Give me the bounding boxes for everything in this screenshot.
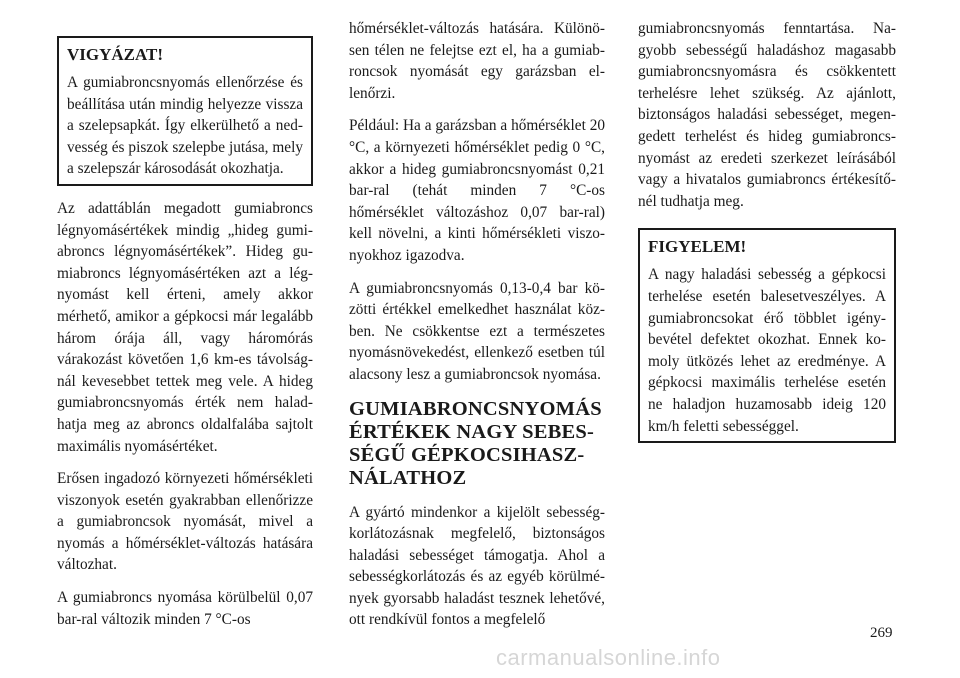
warning-text: A gumiabroncsnyomás ellenőrzése és beállítása után mindig helyezze vissza a szelepsapkát. Így elkerülhető a nedvesség és piszok szelepbe jutása, mely a szelepszár károsodását okozhatja. [67, 74, 303, 178]
caution-box [638, 228, 896, 443]
paragraph-pressure-change: A gumiabroncs nyomása körülbelül 0,07 bar-ral változik minden 7 °C-os [57, 589, 313, 628]
paragraph-cold-pressure: Az adattáblán megadott gumiabroncs légnyomásértékek mindig „hideg gumiabroncs légnyomásértékek”. Hideg gumiabroncs légnyomásértéken azt a légnyomást kell érteni, amely akkor mérhető, amikor a gépkocsi már legalább három órája áll, vagy háromórás várakozást követően 1,6 km-es távolságnál kevesebbet tettek meg vele. A hideg gumiabroncsnyomás érték nem haladhatja meg az abroncs oldalfalába sajtolt maximális nyomásértéket. [57, 199, 313, 455]
paragraph-maintain-pressure: gumiabroncsnyomás fenntartása. Nagyobb sebességű haladáshoz magasabb gumiabroncsnyomásra és csökkentett terhelésre lehet szükség. Az ajánlott, biztonságos haladási sebességet, megengedett terhelést és hideg gumiabroncsnyomást az eredeti szerkezet leírásából vagy a hivatalos gumiabroncs értékesítőnél tudhatja meg. [638, 20, 896, 210]
paragraph-example: Például: Ha a garázsban a hőmérséklet 20 °C, a környezeti hőmérséklet pedig 0 °C, akkor a hideg gumiabroncsnyomást 0,21 bar-ral (tehát minden 7 °C-os hőmérséklet változáshoz 0,07 bar-ral) kell növelni, a kinti hőmérsékleti viszonyokhoz igazodva. [349, 117, 605, 264]
warning-box [57, 36, 313, 186]
warning-title: VIGYÁZAT! [67, 45, 164, 64]
column-1 [57, 36, 313, 630]
paragraph-winter-note: hőmérséklet-változás hatására. Különösen télen ne felejtse ezt el, ha a gumiabroncsok nyomását egy garázsban ellenőrzi. [349, 20, 605, 102]
caution-title: FIGYELEM! [648, 237, 747, 257]
column-3 [638, 18, 896, 455]
paragraph-temperature-check: Erősen ingadozó környezeti hőmérsékleti viszonyok esetén gyakrabban ellenőrizze a gumiabroncsok nyomását, mivel a nyomás a hőmérséklet-változás hatására változhat. [57, 470, 313, 574]
watermark: carmanualsonline.info [496, 645, 721, 670]
paragraph-high-speed: A gyártó mindenkor a kijelölt sebességkorlátozásnak megfelelő, biztonságos haladási sebességet támogatja. Ahol a sebességkorlátozás és az egyéb körülmények gyorsabb haladást tesznek lehetővé, ott rendkívül fontos a megfelelő [349, 503, 605, 629]
caution-text: A nagy haladási sebesség a gépkocsi terhelése esetén balesetveszélyes. A gumiabroncsokat érő többlet igénybevétel defektet okozhat. Ennek komoly ütközés lehet az eredménye. A gépkocsi maximális terhelése esetén ne haladjon huzamosabb ideig 120 km/h feletti sebességgel. [648, 266, 886, 435]
page-number: 269 [870, 625, 893, 641]
section-heading: GUMIABRONCSNYOMÁS ÉRTÉKEK NAGY SEBESSÉGŰ GÉPKOCSIHASZNÁLATHOZ [349, 397, 602, 489]
paragraph-pressure-rise: A gumiabroncsnyomás 0,13-0,4 bar közötti értékkel emelkedhet használat közben. Ne csökkentse ezt a természetes nyomásnövekedést, ellenkező esetben túl alacsony lesz a gumiabroncsok nyomása. [349, 279, 605, 383]
column-2 [349, 18, 605, 631]
